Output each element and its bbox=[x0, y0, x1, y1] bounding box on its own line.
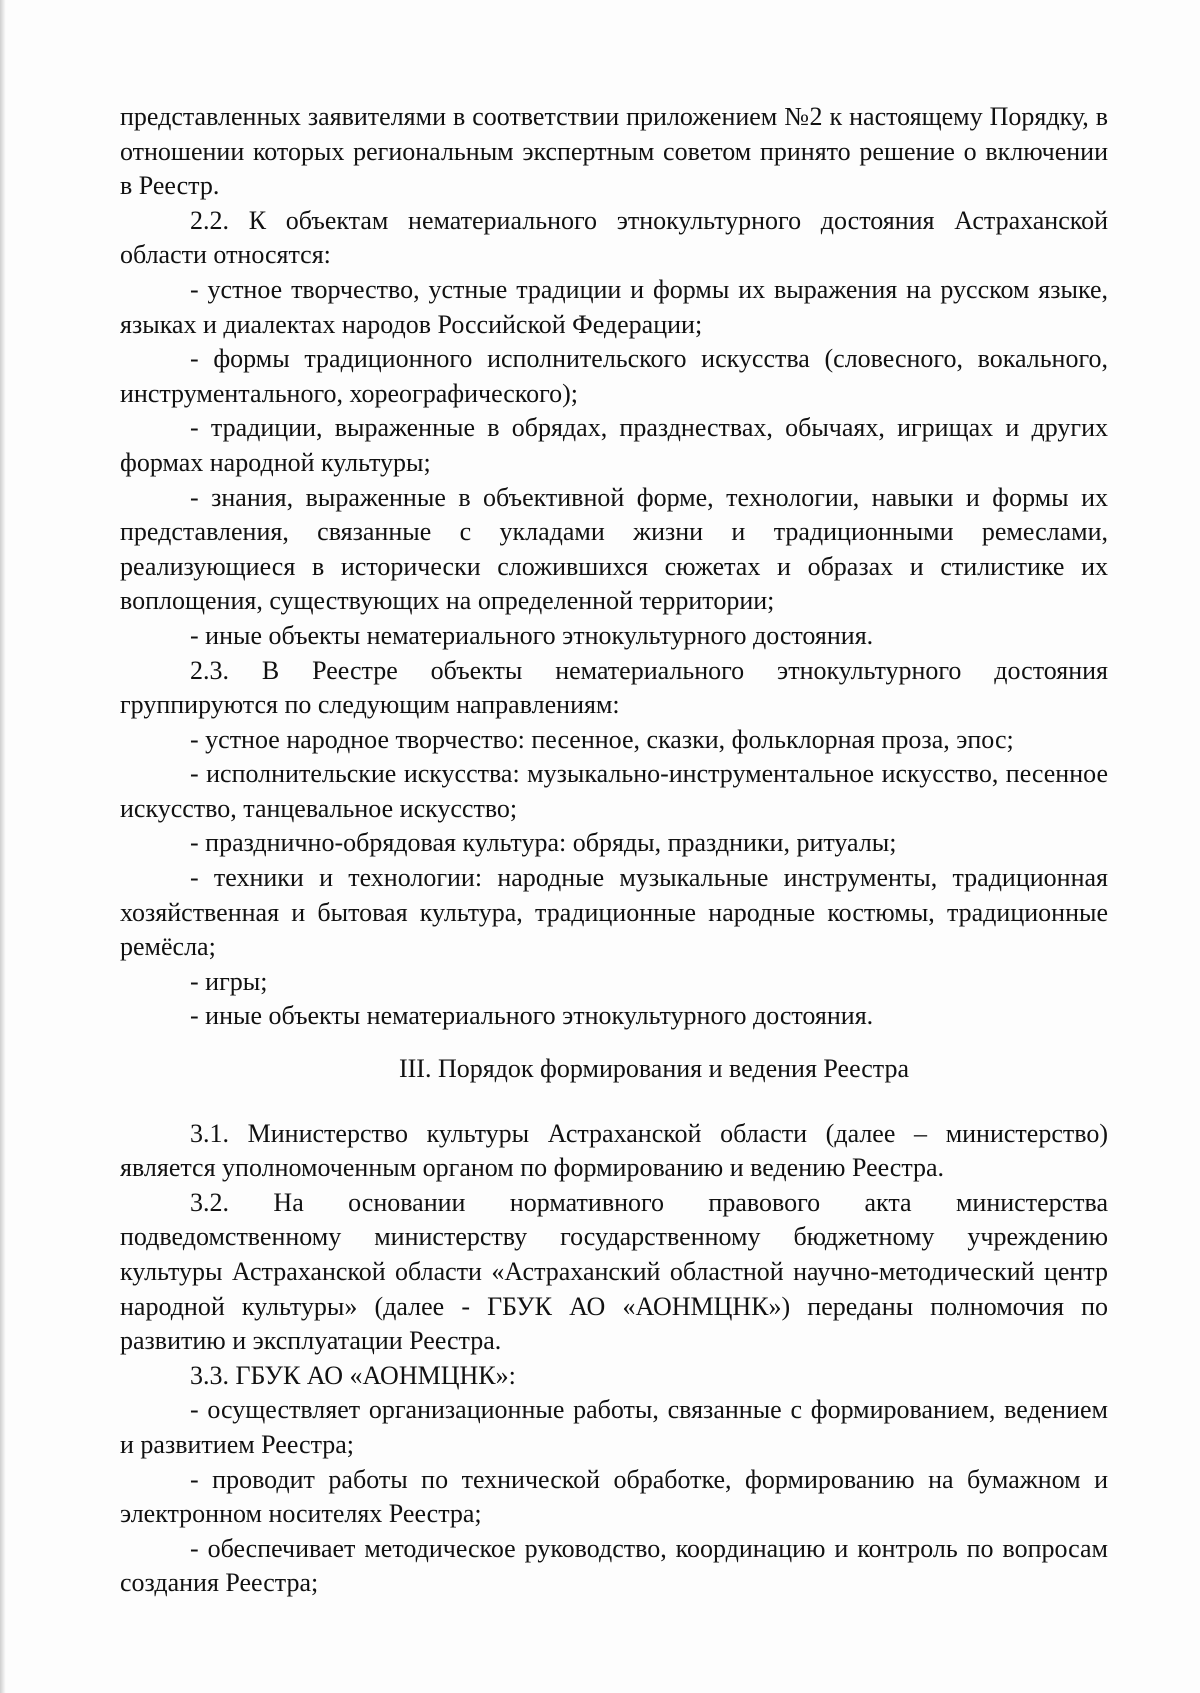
paragraph: - техники и технологии: народные музыкальные инструменты, традиционная хозяйственная и бытовая культура, традиционные народные костюмы, традиционные ремёсла; bbox=[120, 863, 1108, 962]
paragraph: - формы традиционного исполнительского искусства (словесного, вокального, инструментального, хореографического); bbox=[120, 344, 1108, 408]
paragraph: - иные объекты нематериального этнокультурного достояния. bbox=[190, 1001, 874, 1031]
paragraph: 2.2. К объектам нематериального этнокультурного достояния Астраханской области относятся: bbox=[120, 205, 1108, 270]
paragraph: - игры; bbox=[190, 966, 268, 996]
paragraph: - осуществляет организационные работы, связанные с формированием, ведением и развитием Реестра; bbox=[120, 1395, 1108, 1459]
paragraph: - устное творчество, устные традиции и формы их выражения на русском языке, языках и диалектах народов Российской Федерации; bbox=[120, 274, 1108, 339]
paragraph: 3.1. Министерство культуры Астраханской области (далее – министерство) является уполномоченным органом по формированию и ведению Реестра. bbox=[120, 1118, 1108, 1183]
paragraph: - исполнительские искусства: музыкально-инструментальное искусство, песенное искусство, танцевальное искусство; bbox=[120, 759, 1108, 823]
page-edge-shadow bbox=[0, 0, 6, 1693]
paragraph: - традиции, выраженные в обрядах, празднествах, обычаях, игрищах и других формах народной культуры; bbox=[120, 413, 1108, 477]
paragraph: 3.3. ГБУК АО «АОНМЦНК»: bbox=[190, 1360, 516, 1390]
paragraph: - празднично-обрядовая культура: обряды, праздники, ритуалы; bbox=[190, 828, 897, 858]
paragraph: 3.2. На основании нормативного правового акта министерства подведомственному министерству государственному бюджетному учреждению культуры Астраханской области «Астраханский областной научно-методический центр народной культуры» (далее - ГБУК АО «АОНМЦНК») переданы полномочия по развитию и эксплуатации Реестра. bbox=[120, 1187, 1108, 1356]
section-heading: III. Порядок формирования и ведения Реестра bbox=[398, 1054, 910, 1084]
document-body bbox=[120, 100, 1108, 1601]
paragraph: представленных заявителями в соответствии приложением №2 к настоящему Порядку, в отношении которых региональным экспертным советом принято решение о включении в Реестр. bbox=[120, 102, 1108, 201]
paragraph: - устное народное творчество: песенное, сказки, фольклорная проза, эпос; bbox=[190, 724, 1014, 754]
paragraph: - иные объекты нематериального этнокультурного достояния. bbox=[190, 620, 874, 650]
paragraph: - обеспечивает методическое руководство, координацию и контроль по вопросам создания Реестра; bbox=[120, 1533, 1108, 1598]
paragraph: - проводит работы по технической обработке, формированию на бумажном и электронном носителях Реестра; bbox=[120, 1464, 1108, 1529]
paragraph: - знания, выраженные в объективной форме, технологии, навыки и формы их представления, связанные с укладами жизни и традиционными ремеслами, реализующиеся в исторически сложившихся сюжетах и образах и стилистике их воплощения, существующих на определенной территории; bbox=[120, 482, 1108, 616]
paragraph: 2.3. В Реестре объекты нематериального этнокультурного достояния группируются по следующим направлениям: bbox=[120, 655, 1108, 720]
